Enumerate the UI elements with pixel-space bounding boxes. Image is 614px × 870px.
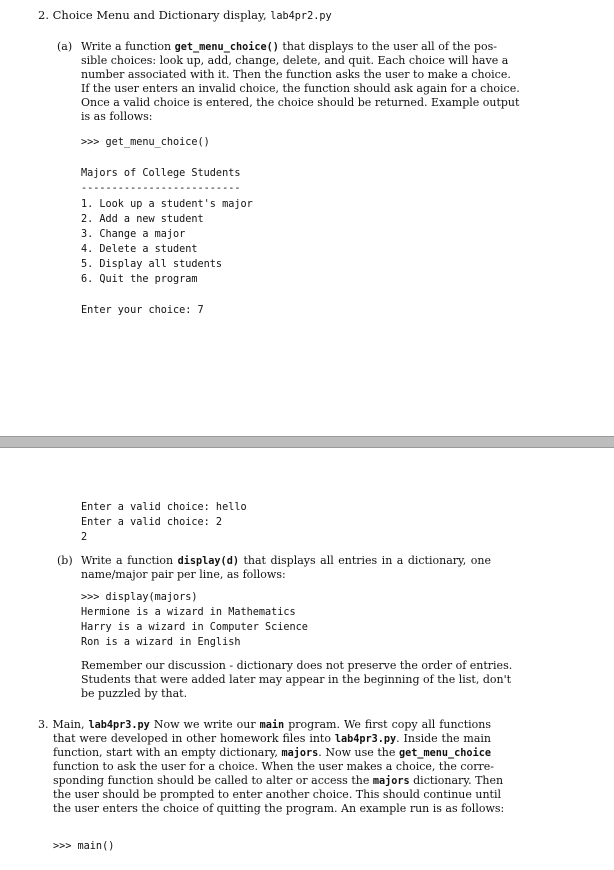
question-3-line-6: the user should be prompted to enter another choice. This should continue until: [53, 788, 501, 801]
output-line: Ron is a wizard in English: [81, 637, 241, 648]
remark-line-1: Remember our discussion - dictionary does not preserve the order of entries.: [81, 659, 513, 672]
output-line: Hermione is a wizard in Mathematics: [81, 607, 296, 618]
question-3-line-3: function, start with an empty dictionary, majors. Now use the get_menu_choice: [53, 746, 491, 759]
remark-line-2: Students that were added later may appear in the beginning of the list, don't: [81, 673, 512, 686]
menu-item: 5. Display all students: [81, 259, 223, 270]
part-a-line-5: Once a valid choice is entered, the choice should be returned. Example output: [81, 96, 520, 109]
menu-title: Majors of College Students: [81, 168, 241, 179]
page-separator: [0, 436, 614, 448]
part-a-line-4: If the user enters an invalid choice, the function should ask again for a choice.: [81, 82, 520, 95]
document-page-2: [0, 448, 614, 870]
returned-value: 2: [81, 532, 88, 543]
menu-item: 1. Look up a student's major: [81, 199, 253, 210]
code-prompt: >>> display(majors): [81, 592, 198, 603]
menu-rule: --------------------------: [81, 183, 241, 194]
part-a-label: (a): [57, 40, 73, 53]
heading-filename: lab4pr2.py: [270, 11, 332, 22]
part-b-label: (b): [57, 554, 73, 567]
part-a-line-1: Write a function get_menu_choice() that displays to the user all of the pos-: [81, 40, 497, 53]
question-3-line-2: that were developed in other homework files into lab4pr3.py. Inside the main: [53, 732, 491, 745]
menu-item: 6. Quit the program: [81, 274, 198, 285]
remark-line-3: be puzzled by that.: [81, 687, 188, 700]
question-3-line-4: function to ask the user for a choice. When the user makes a choice, the corre-: [53, 760, 494, 773]
part-b-line-2: name/major pair per line, as follows:: [81, 568, 286, 581]
part-a-line-2: sible choices: look up, add, change, delete, and quit. Each choice will have a: [81, 54, 509, 67]
question-3-line-5: sponding function should be called to alter or access the majors dictionary. Then: [53, 774, 504, 787]
enter-choice-line: Enter your choice: 7: [81, 305, 204, 316]
part-a-line-3: number associated with it. Then the function asks the user to make a choice.: [81, 68, 511, 81]
question-3-line-1: 3. Main, lab4pr3.py Now we write our main program. We first copy all functions: [38, 718, 491, 731]
part-a-line-6: is as follows:: [81, 110, 153, 123]
menu-item: 2. Add a new student: [81, 214, 204, 225]
output-line: Harry is a wizard in Computer Science: [81, 622, 308, 633]
code-prompt: >>> main(): [53, 841, 115, 852]
menu-item: 4. Delete a student: [81, 244, 198, 255]
part-b-line-1: Write a function display(d) that displays all entries in a dictionary, one: [81, 554, 491, 567]
enter-valid-choice-line: Enter a valid choice: hello: [81, 502, 247, 513]
function-name: display(d): [177, 556, 239, 567]
enter-valid-choice-line: Enter a valid choice: 2: [81, 517, 223, 528]
question-2-heading: 2. Choice Menu and Dictionary display, lab4pr2.py: [38, 8, 332, 22]
question-3-line-7: the user enters the choice of quitting the program. An example run is as follows:: [53, 802, 505, 815]
function-name: get_menu_choice(): [174, 42, 279, 53]
menu-item: 3. Change a major: [81, 229, 186, 240]
code-prompt: >>> get_menu_choice(): [81, 137, 210, 148]
